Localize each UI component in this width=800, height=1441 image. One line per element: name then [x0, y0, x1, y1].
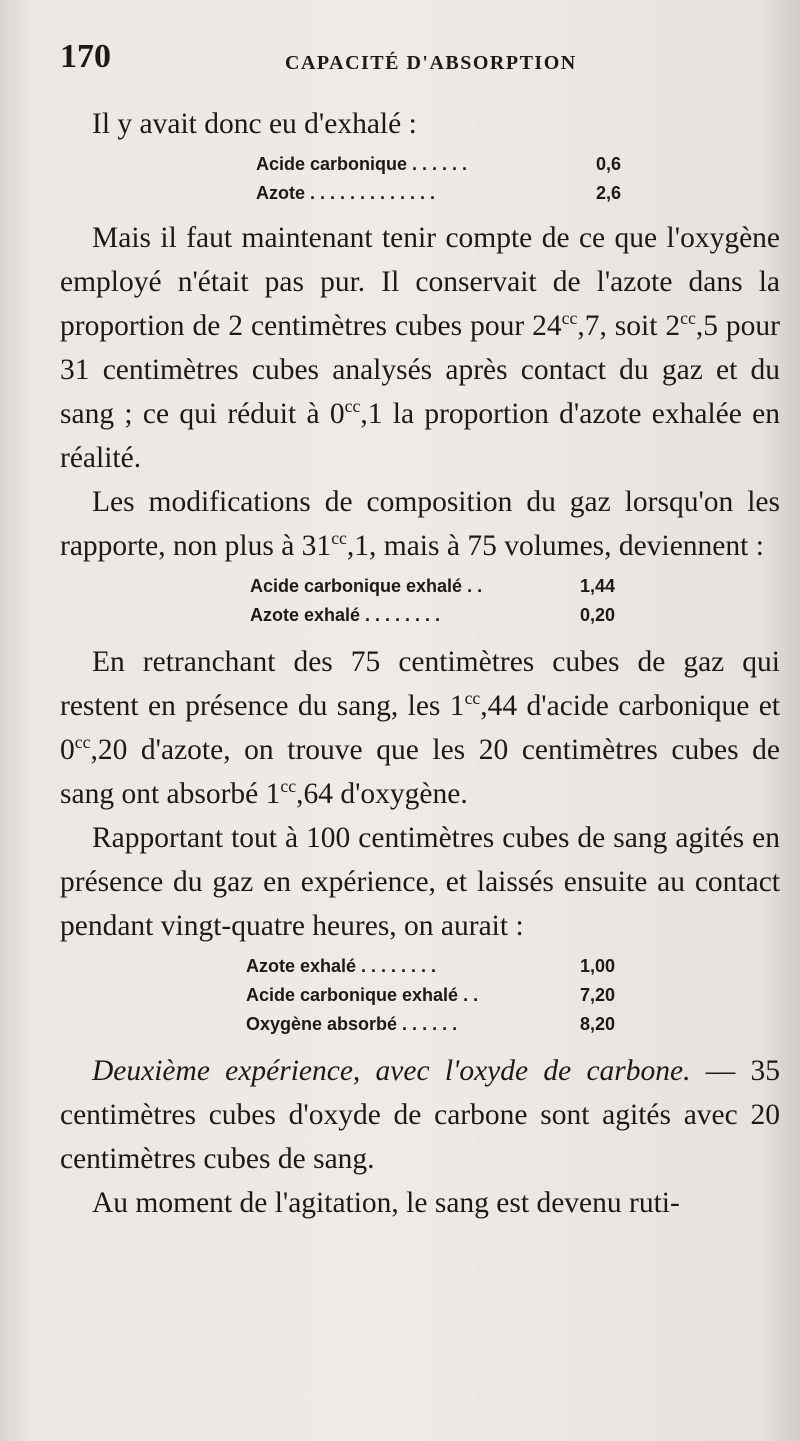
table-label: Azote exhalé . . . . . . . .: [250, 605, 441, 625]
table-value: 0,6: [596, 154, 622, 174]
paragraph-second-experiment: [60, 1049, 780, 1181]
table-row: [60, 601, 780, 630]
text-run: ,7, soit 2: [577, 310, 681, 342]
table-label: Azote . . . . . . . . . . . . .: [256, 183, 436, 203]
text-run: ,1, mais à 75 volumes, deviennent :: [346, 530, 764, 562]
paragraph-oxygen-purity: [60, 216, 780, 480]
table-modifications: [60, 572, 780, 630]
superscript: cc: [280, 776, 297, 797]
table-row: [60, 981, 780, 1010]
superscript: cc: [464, 688, 481, 709]
text-run: En retranchant des 75 centimètres cubes de gaz qui restent en présence du sang, les 1: [60, 646, 780, 722]
table-value: 1,00: [580, 956, 616, 976]
table-row: [60, 150, 780, 179]
running-title: CAPACITÉ D'ABSORPTION: [285, 52, 577, 74]
paragraph-rapportant: Rapportant tout à 100 centimètres cubes de sang agités en présence du gaz en expérience, et laissés ensuite au contact pendant vingt-quatre heures, on aurait :: [60, 822, 780, 942]
text-run: ,5 pour 31 centimètres cubes analysés après contact du gaz et du sang ; ce qui réduit à 0: [60, 310, 781, 430]
experiment-title: Deuxième expérience, avec l'oxyde de carbone.: [92, 1055, 691, 1087]
text-run: ,64 d'oxygène.: [296, 778, 468, 810]
text-run: Les modifications de composition du gaz lorsqu'on les rapporte, non plus à 31: [60, 486, 780, 562]
table-exhaled-gases: [60, 150, 780, 208]
table-row: [60, 572, 780, 601]
superscript: cc: [680, 308, 696, 329]
table-label: Acide carbonique exhalé . .: [250, 576, 483, 596]
superscript: cc: [344, 396, 361, 417]
table-label: Azote exhalé . . . . . . . .: [246, 956, 437, 976]
superscript: cc: [561, 308, 578, 329]
table-label: Acide carbonique exhalé . .: [246, 985, 479, 1005]
superscript: cc: [331, 528, 347, 549]
table-value: 0,20: [580, 605, 616, 625]
page-header: [60, 38, 780, 88]
paragraph-retranchant: [60, 640, 780, 816]
table-row: [60, 1010, 780, 1039]
table-label: Oxygène absorbé . . . . . .: [246, 1014, 458, 1034]
table-value: 2,6: [596, 183, 622, 203]
paragraph-agitation: Au moment de l'agitation, le sang est devenu ruti-: [92, 1187, 680, 1219]
table-value: 8,20: [580, 1014, 616, 1034]
text-run: ,44 d'acide carbonique et 0: [60, 690, 780, 766]
table-per-100cc: [60, 952, 780, 1039]
table-value: 1,44: [580, 576, 616, 596]
body-text: [60, 102, 780, 1225]
paragraph-modifications: [60, 480, 780, 568]
text-run: Mais il faut maintenant tenir compte de ce que l'oxygène employé n'était pas pur. Il conservait de l'azote dans la proportion de 2 centimètres cubes pour 24: [60, 222, 780, 342]
superscript: cc: [74, 732, 91, 753]
text-run: ,1 la proportion d'azote exhalée en réalité.: [60, 398, 780, 474]
page-number: 170: [60, 38, 111, 75]
table-label: Acide carbonique . . . . . .: [256, 154, 468, 174]
table-value: 7,20: [580, 985, 616, 1005]
text-run: ,20 d'azote, on trouve que les 20 centimètres cubes de sang ont absorbé 1: [60, 734, 780, 810]
table-row: [60, 179, 780, 208]
paragraph-intro: Il y avait donc eu d'exhalé :: [92, 108, 417, 140]
table-row: [60, 952, 780, 981]
text-run: — 35 centimètres cubes d'oxyde de carbone sont agités avec 20 centimètres cubes de sang.: [60, 1055, 780, 1175]
